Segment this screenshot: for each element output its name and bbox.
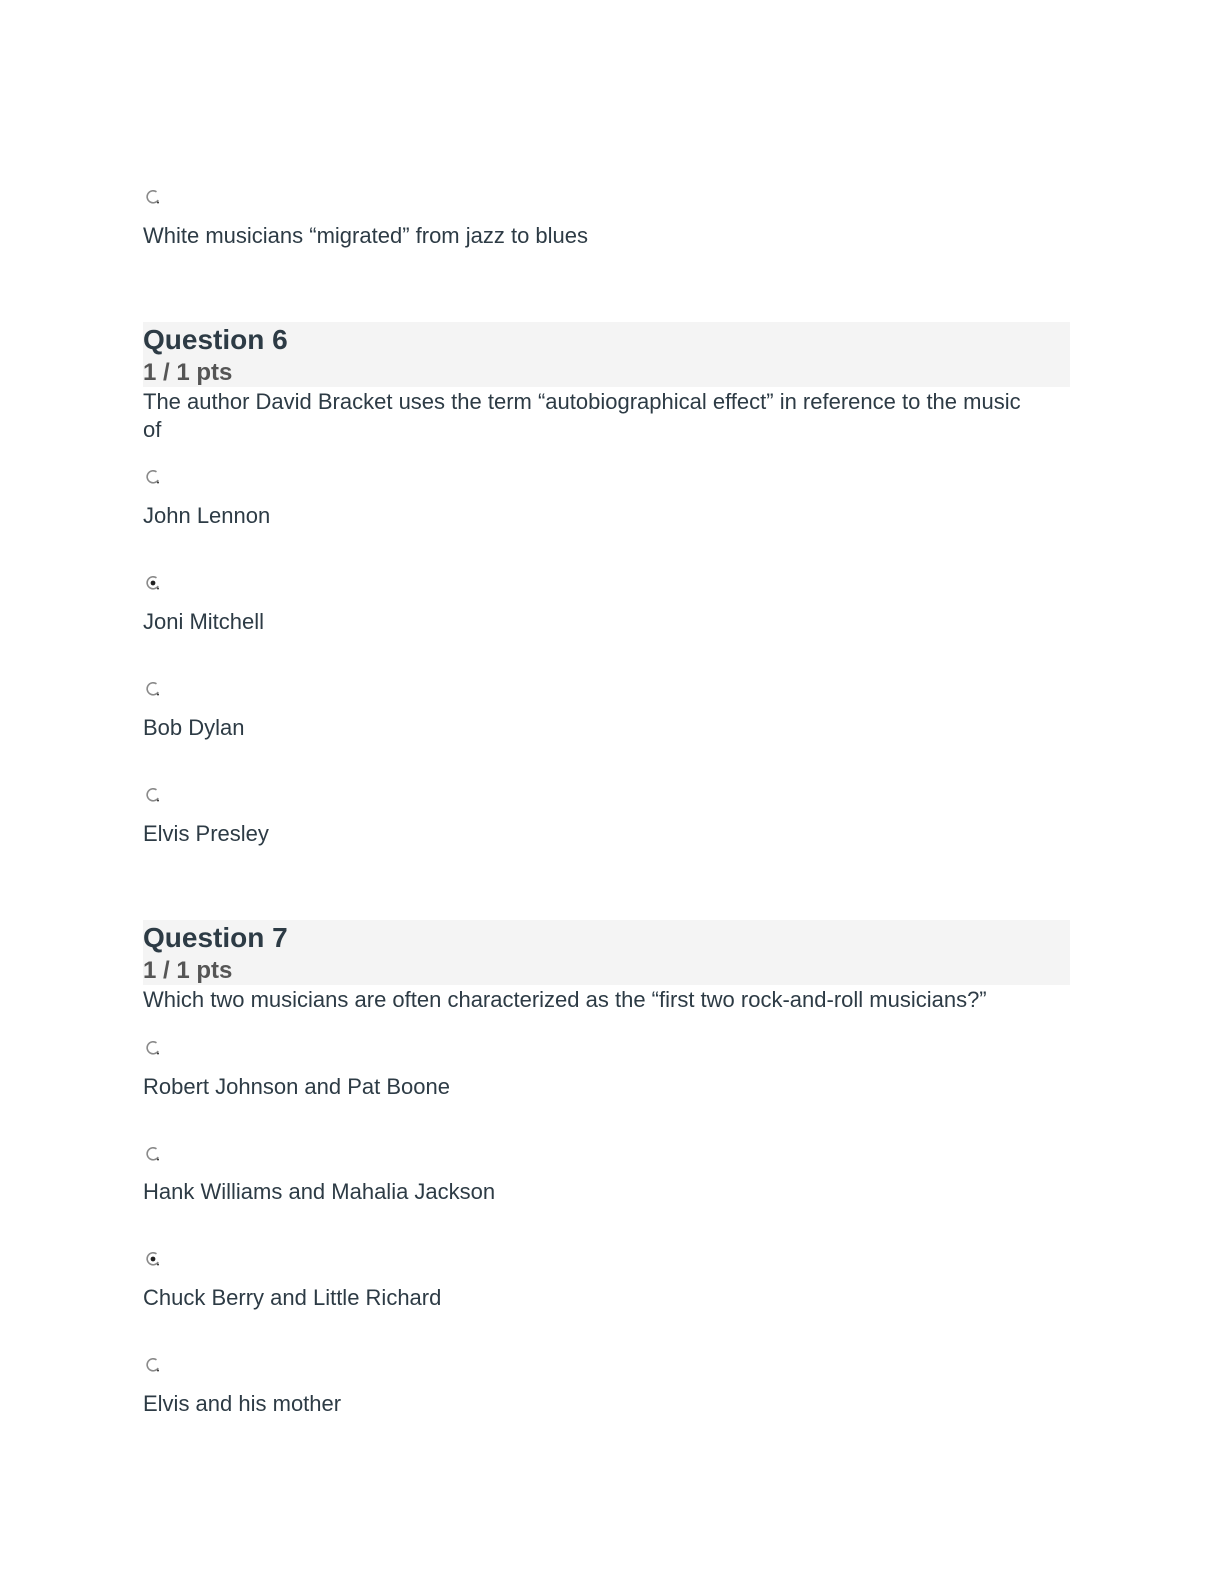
question-prompt: Which two musicians are often characterized as the “first two rock-and-roll musicians?” bbox=[143, 987, 987, 1012]
radio-selected-icon bbox=[146, 1252, 160, 1266]
answer-label: Elvis and his mother bbox=[143, 1391, 342, 1416]
answer-radio[interactable] bbox=[146, 470, 160, 484]
answer-label: Bob Dylan bbox=[143, 715, 245, 740]
answer-label: Chuck Berry and Little Richard bbox=[143, 1285, 442, 1310]
answer-radio-selected[interactable] bbox=[146, 1252, 160, 1266]
answer-label: John Lennon bbox=[143, 503, 271, 528]
answer-radio[interactable] bbox=[146, 190, 160, 204]
answer-radio[interactable] bbox=[146, 1147, 160, 1161]
answer-label: Robert Johnson and Pat Boone bbox=[143, 1074, 451, 1099]
answer-radio[interactable] bbox=[146, 788, 160, 802]
radio-unselected-icon bbox=[146, 470, 160, 484]
question-points: 1 / 1 pts bbox=[143, 957, 233, 984]
radio-unselected-icon bbox=[146, 1147, 160, 1161]
question-prompt: The author David Bracket uses the term “autobiographical effect” in reference to the music of bbox=[143, 389, 1021, 442]
radio-selected-icon bbox=[146, 576, 160, 590]
radio-unselected-icon bbox=[146, 190, 160, 204]
answer-label: Elvis Presley bbox=[143, 821, 269, 846]
question-points: 1 / 1 pts bbox=[143, 359, 233, 386]
answer-label: Hank Williams and Mahalia Jackson bbox=[143, 1179, 496, 1204]
answer-label: Joni Mitchell bbox=[143, 609, 265, 634]
answer-radio[interactable] bbox=[146, 682, 160, 696]
answer-radio[interactable] bbox=[146, 1041, 160, 1055]
radio-unselected-icon bbox=[146, 682, 160, 696]
question-title: Question 7 bbox=[143, 922, 288, 953]
radio-unselected-icon bbox=[146, 1358, 160, 1372]
answer-radio[interactable] bbox=[146, 1358, 160, 1372]
answer-label: White musicians “migrated” from jazz to blues bbox=[143, 223, 589, 248]
answer-radio-selected[interactable] bbox=[146, 576, 160, 590]
radio-unselected-icon bbox=[146, 1041, 160, 1055]
radio-unselected-icon bbox=[146, 788, 160, 802]
question-title: Question 6 bbox=[143, 324, 288, 355]
